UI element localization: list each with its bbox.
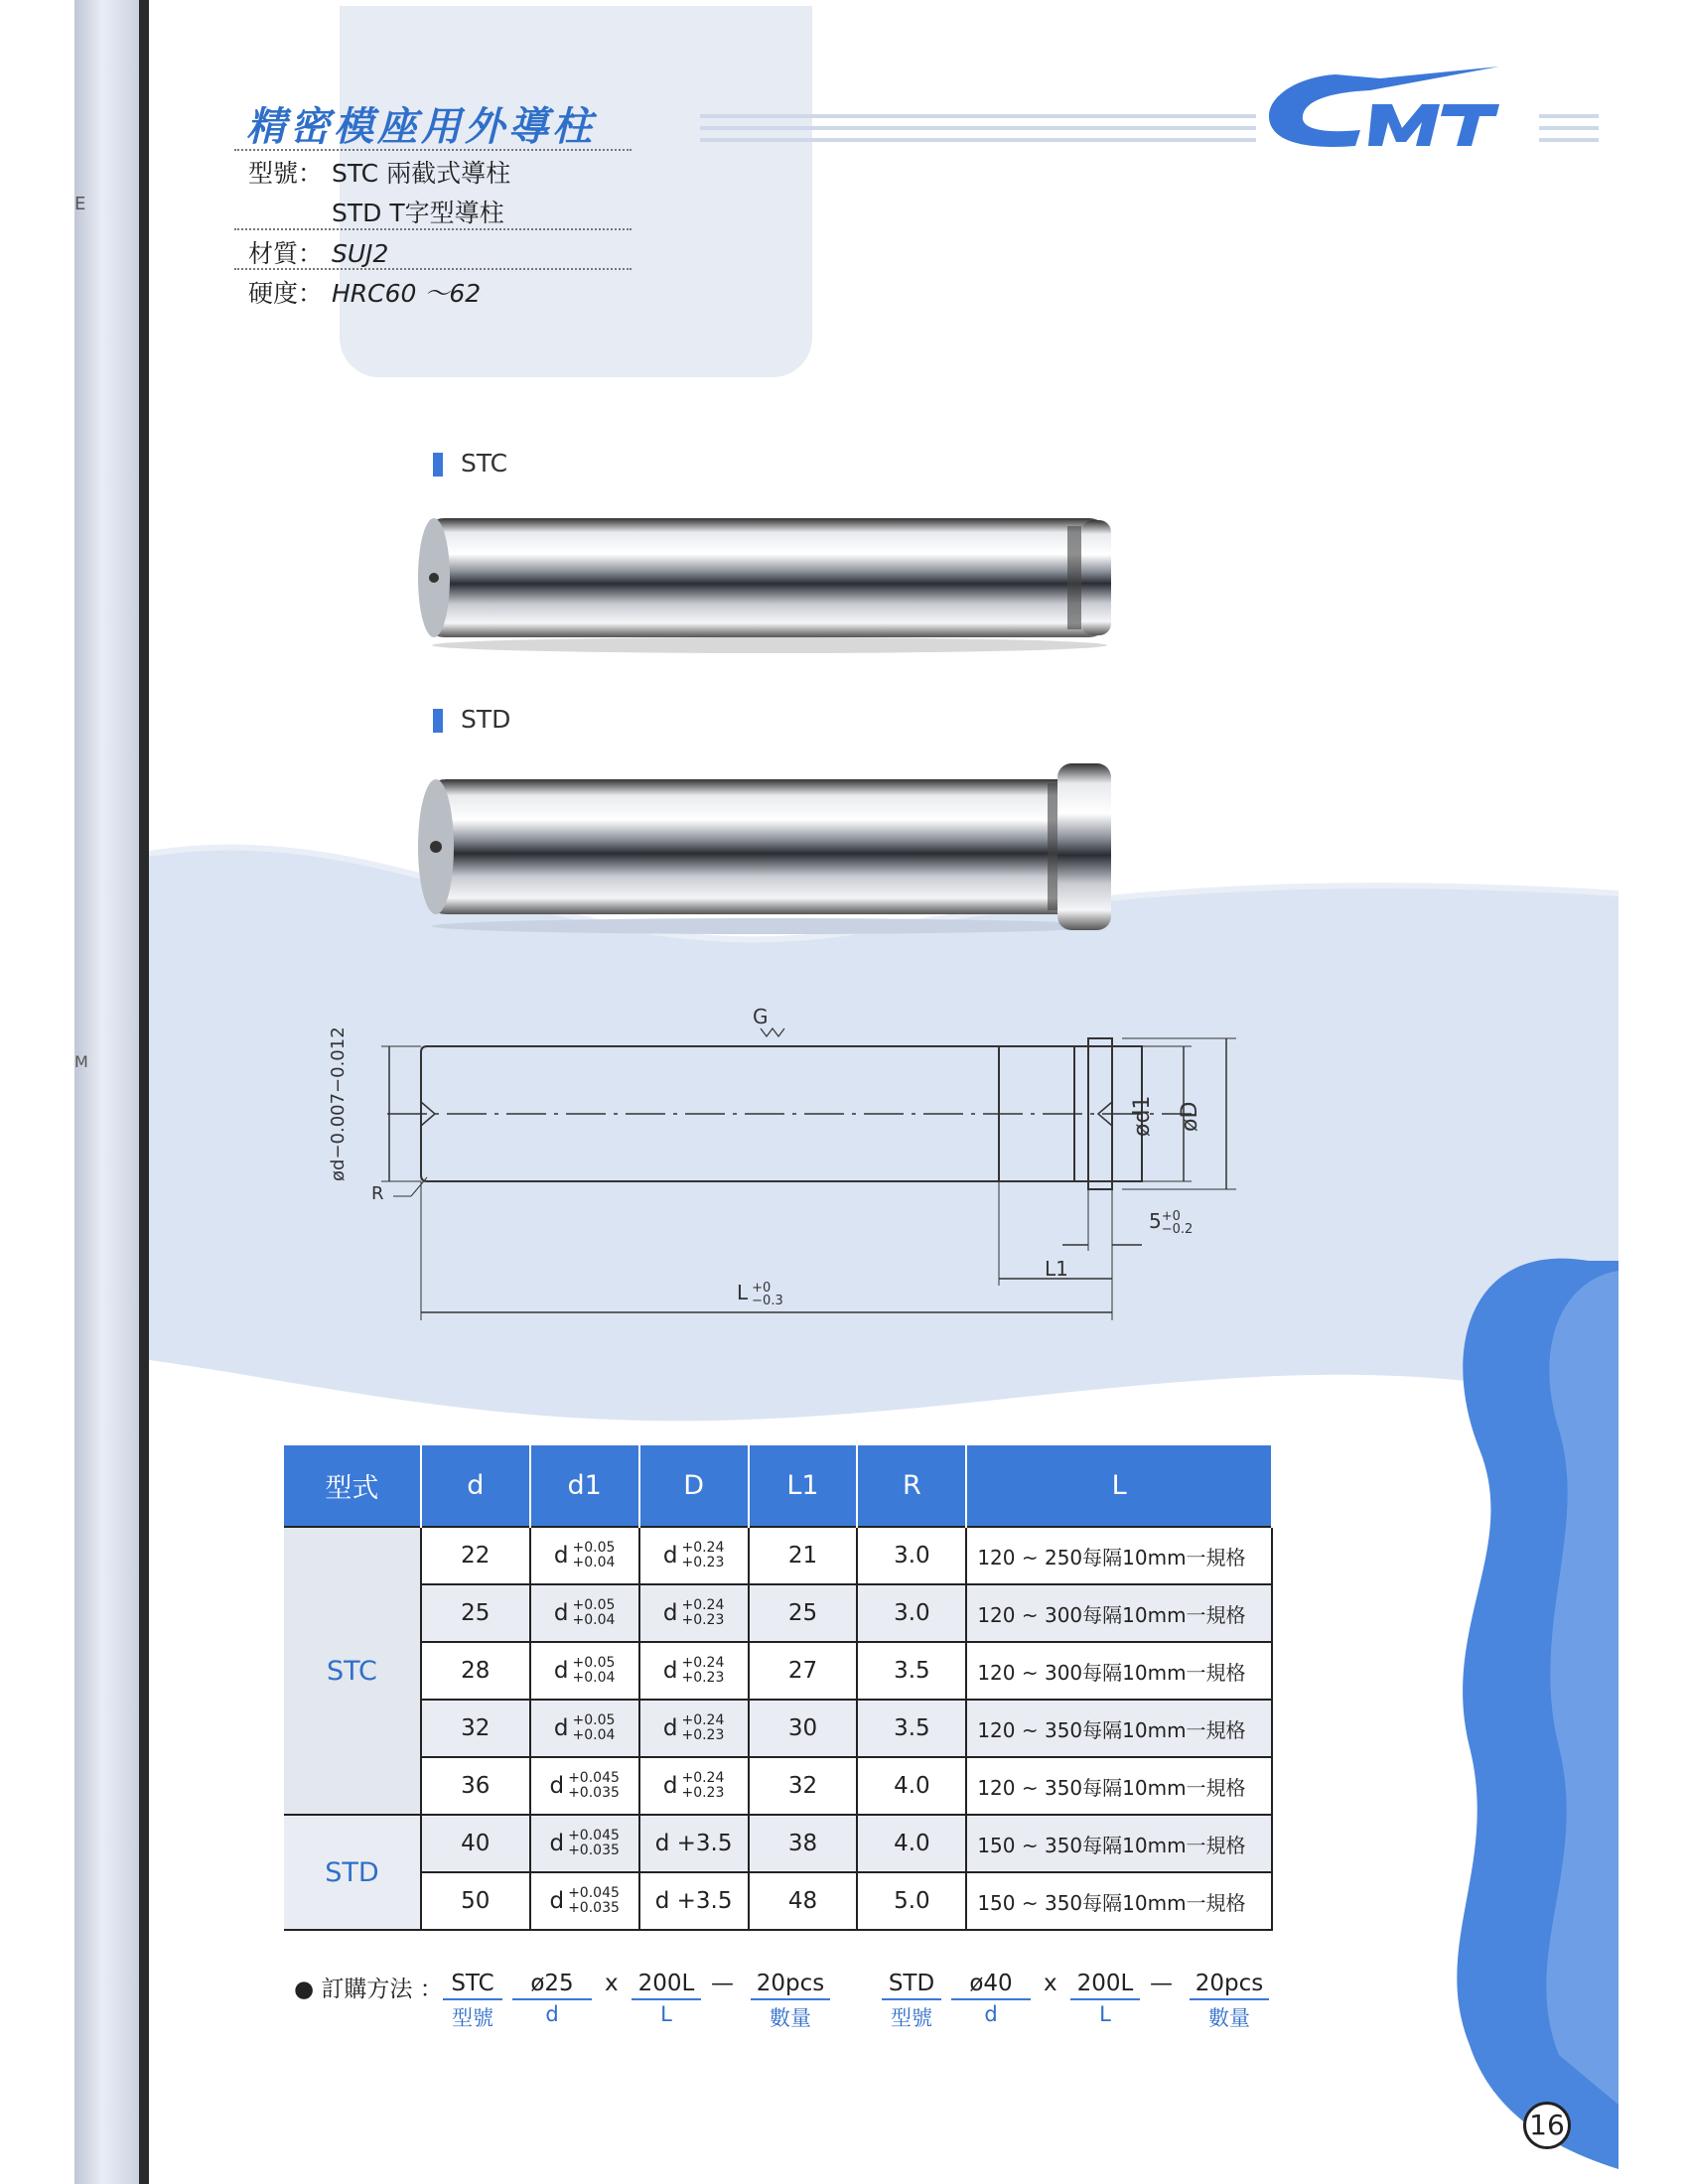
tolerance-value xyxy=(663,1656,725,1686)
order-x: x xyxy=(605,1971,619,1996)
order-type-value: STC xyxy=(443,1971,502,2000)
d-symbol: d xyxy=(549,1888,565,1914)
d-cell: 32 xyxy=(421,1700,530,1757)
order-diameter-caption: d xyxy=(545,2002,559,2026)
page-number: 16 xyxy=(1523,2102,1571,2149)
order-length xyxy=(632,1971,701,2026)
std-pin-photo xyxy=(412,759,1127,938)
tol-upper: +0.24 xyxy=(681,1655,725,1671)
d-cell: 22 xyxy=(421,1527,530,1584)
order-type-caption: 型號 xyxy=(452,2006,493,2030)
material-value: SUJ2 xyxy=(332,239,389,268)
left-page-m: M xyxy=(74,1052,88,1071)
order-length-caption: L xyxy=(1099,2002,1111,2026)
d1-cell xyxy=(530,1642,639,1700)
d-cell: 36 xyxy=(421,1757,530,1815)
table-row xyxy=(284,1584,1272,1642)
tol-lower: +0.23 xyxy=(681,1555,725,1570)
column-header-5: R xyxy=(857,1445,966,1527)
d1-cell xyxy=(530,1815,639,1872)
model-row-1 xyxy=(248,154,510,190)
d1-cell xyxy=(530,1872,639,1930)
tol-upper: +0.045 xyxy=(568,1885,620,1901)
l-tolerance xyxy=(752,1282,783,1307)
tolerance-stack xyxy=(681,1771,724,1801)
column-header-0: 型式 xyxy=(284,1445,421,1527)
tol-lower: +0.04 xyxy=(572,1727,616,1743)
logo-line xyxy=(1539,138,1599,142)
column-header-1: d xyxy=(421,1445,530,1527)
tol-lower: +0.035 xyxy=(568,1843,620,1858)
d-symbol: d xyxy=(662,1715,678,1741)
l-range-cell: 120 ~ 350每隔10mm一規格 xyxy=(966,1700,1272,1757)
logo-line xyxy=(700,138,1256,142)
stc-label-text: STC xyxy=(461,449,508,478)
material-row xyxy=(248,234,388,270)
spec-table xyxy=(284,1445,1273,1931)
five-dim-label xyxy=(1149,1209,1193,1236)
logo-line xyxy=(700,126,1256,130)
l1-cell: 25 xyxy=(749,1584,858,1642)
stc-pin-photo xyxy=(412,506,1127,655)
logo-line xyxy=(1539,114,1599,118)
logo-line xyxy=(1539,126,1599,130)
d-symbol: d xyxy=(662,1543,678,1569)
tol-lower: +0.23 xyxy=(681,1612,725,1628)
table-row xyxy=(284,1815,1272,1872)
five-tolerance xyxy=(1162,1210,1194,1236)
tolerance-value xyxy=(663,1713,725,1743)
divider xyxy=(234,268,632,270)
d-cell: 50 xyxy=(421,1872,530,1930)
stc-section-label xyxy=(433,449,507,478)
material-label: 材質： xyxy=(248,239,324,268)
spine-shadow xyxy=(139,0,149,2184)
d-symbol: d xyxy=(553,1715,569,1741)
type-cell: STD xyxy=(284,1815,421,1930)
d1-cell xyxy=(530,1527,639,1584)
l-dim-label xyxy=(737,1281,783,1307)
tolerance-stack xyxy=(573,1541,616,1570)
order-qty xyxy=(751,1971,830,2032)
book-spine xyxy=(74,0,144,2184)
std-label-text: STD xyxy=(461,705,511,734)
technical-drawing xyxy=(328,1003,1261,1340)
tolerance-value xyxy=(663,1541,725,1570)
order-qty-value: 20pcs xyxy=(1190,1971,1269,2000)
tol-lower: +0.23 xyxy=(681,1727,725,1743)
order-diameter-caption: d xyxy=(984,2002,998,2026)
d1-cell xyxy=(530,1757,639,1815)
tol-lower: +0.23 xyxy=(681,1670,725,1686)
tol-top: +0 xyxy=(752,1280,772,1296)
d-symbol: d xyxy=(662,1773,678,1799)
order-x: x xyxy=(1044,1971,1057,1996)
tol-lower: +0.035 xyxy=(568,1900,620,1916)
hardness-row xyxy=(248,274,481,310)
order-type-caption: 型號 xyxy=(891,2006,932,2030)
tolerance-stack xyxy=(573,1656,616,1686)
table-row xyxy=(284,1872,1272,1930)
table-row xyxy=(284,1527,1272,1584)
d-symbol: d xyxy=(553,1543,569,1569)
r-cell: 3.5 xyxy=(857,1700,966,1757)
hardness-label: 硬度： xyxy=(248,279,324,308)
tol-lower: +0.23 xyxy=(681,1785,725,1801)
page-title: 精密模座用外導柱 xyxy=(246,103,596,150)
tol-upper: +0.05 xyxy=(572,1597,616,1613)
tolerance-stack xyxy=(568,1771,620,1801)
tol-upper: +0.05 xyxy=(572,1712,616,1728)
r-cell: 3.5 xyxy=(857,1642,966,1700)
tol-upper: +0.24 xyxy=(681,1712,725,1728)
tolerance-stack xyxy=(681,1713,724,1743)
tol-bot: −0.3 xyxy=(752,1293,783,1308)
l1-cell: 30 xyxy=(749,1700,858,1757)
tolerance-stack xyxy=(681,1656,724,1686)
tol-upper: +0.05 xyxy=(572,1655,616,1671)
order-type xyxy=(443,1971,502,2032)
grind-symbol-label: G xyxy=(753,1005,769,1028)
d-cell: 28 xyxy=(421,1642,530,1700)
tolerance-stack xyxy=(681,1598,724,1628)
r-cell: 3.0 xyxy=(857,1584,966,1642)
section-marker xyxy=(433,709,443,733)
l-range-cell: 120 ~ 350每隔10mm一規格 xyxy=(966,1757,1272,1815)
l1-cell: 27 xyxy=(749,1642,858,1700)
r-cell: 5.0 xyxy=(857,1872,966,1930)
tolerance-value xyxy=(554,1598,616,1628)
tol-upper: +0.05 xyxy=(572,1540,616,1556)
type-cell: STC xyxy=(284,1527,421,1815)
tol-upper: +0.045 xyxy=(568,1770,620,1786)
logo-line xyxy=(700,114,1256,118)
d-tolerance-label: ød−0.007−0.012 xyxy=(328,1026,349,1181)
left-page-letter: E xyxy=(74,194,86,214)
d-symbol: d xyxy=(662,1600,678,1626)
left-page-edge xyxy=(0,0,74,2184)
r-cell: 4.0 xyxy=(857,1815,966,1872)
tol-upper: +0.24 xyxy=(681,1597,725,1613)
r-cell: 3.0 xyxy=(857,1527,966,1584)
radius-label: R xyxy=(371,1183,384,1204)
order-dash: — xyxy=(711,1971,734,1996)
tol-lower: +0.04 xyxy=(572,1555,616,1570)
model-label: 型號： xyxy=(248,159,324,188)
order-length-value: 200L xyxy=(1070,1971,1140,2000)
order-dash: — xyxy=(1150,1971,1173,1996)
table-header-row xyxy=(284,1445,1272,1527)
tolerance-value xyxy=(663,1771,725,1801)
l1-cell: 48 xyxy=(749,1872,858,1930)
order-length xyxy=(1070,1971,1140,2026)
column-header-3: D xyxy=(639,1445,749,1527)
model-value-1: STC 兩截式導柱 xyxy=(332,159,511,188)
l-range-cell: 120 ~ 300每隔10mm一規格 xyxy=(966,1642,1272,1700)
tolerance-value xyxy=(663,1598,725,1628)
D-cell: d +3.5 xyxy=(639,1815,749,1872)
d-cell: 40 xyxy=(421,1815,530,1872)
D-cell xyxy=(639,1757,749,1815)
std-section-label xyxy=(433,705,510,734)
tol-upper: +0.045 xyxy=(568,1828,620,1843)
d-symbol: d xyxy=(549,1773,565,1799)
tolerance-value xyxy=(554,1656,616,1686)
table-row xyxy=(284,1757,1272,1815)
l1-cell: 32 xyxy=(749,1757,858,1815)
divider xyxy=(234,228,632,230)
D-cell: d +3.5 xyxy=(639,1872,749,1930)
tol-bot: −0.2 xyxy=(1161,1221,1194,1237)
order-label: ● 訂購方法 ： xyxy=(294,1977,443,2002)
d1-cell xyxy=(530,1700,639,1757)
order-length-caption: L xyxy=(660,2002,672,2026)
order-qty xyxy=(1190,1971,1269,2032)
tol-upper: +0.24 xyxy=(681,1770,725,1786)
tolerance-stack xyxy=(681,1541,724,1570)
tolerance-value xyxy=(554,1713,616,1743)
tol-top: +0 xyxy=(1161,1208,1181,1224)
l-range-cell: 120 ~ 250每隔10mm一規格 xyxy=(966,1527,1272,1584)
tolerance-stack xyxy=(568,1829,620,1858)
table-body xyxy=(284,1527,1272,1930)
order-diameter-value: ø25 xyxy=(512,1971,592,2000)
tol-upper: +0.24 xyxy=(681,1540,725,1556)
order-diameter xyxy=(512,1971,592,2026)
five-value: 5 xyxy=(1149,1209,1162,1233)
D-cell xyxy=(639,1700,749,1757)
tolerance-value xyxy=(549,1829,619,1858)
l-range-cell: 120 ~ 300每隔10mm一規格 xyxy=(966,1584,1272,1642)
tol-lower: +0.04 xyxy=(572,1670,616,1686)
column-header-2: d1 xyxy=(530,1445,639,1527)
column-header-4: L1 xyxy=(749,1445,858,1527)
tolerance-value xyxy=(549,1886,619,1916)
d-symbol: d xyxy=(662,1658,678,1684)
order-qty-caption: 數量 xyxy=(1208,2006,1250,2030)
l1-cell: 38 xyxy=(749,1815,858,1872)
l-range-cell: 150 ~ 350每隔10mm一規格 xyxy=(966,1815,1272,1872)
spec-header-box xyxy=(340,6,812,377)
d1-dim-label: ød1 xyxy=(1130,1095,1155,1137)
d-symbol: d xyxy=(553,1600,569,1626)
tolerance-stack xyxy=(573,1713,616,1743)
tolerance-stack xyxy=(568,1886,620,1916)
order-type-value: STD xyxy=(882,1971,941,2000)
D-cell xyxy=(639,1642,749,1700)
tolerance-value xyxy=(549,1771,619,1801)
l-range-cell: 150 ~ 350每隔10mm一規格 xyxy=(966,1872,1272,1930)
l-value: L xyxy=(737,1281,749,1304)
d1-cell xyxy=(530,1584,639,1642)
section-marker xyxy=(433,453,443,477)
order-length-value: 200L xyxy=(632,1971,701,2000)
D-dim-label: øD xyxy=(1178,1101,1202,1132)
order-type xyxy=(882,1971,941,2032)
order-diameter xyxy=(951,1971,1031,2026)
tolerance-stack xyxy=(573,1598,616,1628)
table-row xyxy=(284,1700,1272,1757)
cmt-logo xyxy=(1261,55,1509,164)
l1-dim-label: L1 xyxy=(1045,1257,1068,1281)
d-cell: 25 xyxy=(421,1584,530,1642)
r-cell: 4.0 xyxy=(857,1757,966,1815)
l1-cell: 21 xyxy=(749,1527,858,1584)
order-diameter-value: ø40 xyxy=(951,1971,1031,2000)
divider xyxy=(234,149,632,151)
column-header-6: L xyxy=(966,1445,1272,1527)
d-symbol: d xyxy=(549,1831,565,1856)
tolerance-value xyxy=(554,1541,616,1570)
order-qty-value: 20pcs xyxy=(751,1971,830,2000)
tol-lower: +0.035 xyxy=(568,1785,620,1801)
hardness-value: HRC60 ～62 xyxy=(332,279,482,308)
tol-lower: +0.04 xyxy=(572,1612,616,1628)
D-cell xyxy=(639,1584,749,1642)
d-symbol: d xyxy=(553,1658,569,1684)
table-row xyxy=(284,1642,1272,1700)
order-qty-caption: 數量 xyxy=(770,2006,811,2030)
D-cell xyxy=(639,1527,749,1584)
model-row-2: STD T字型導柱 xyxy=(332,199,504,227)
